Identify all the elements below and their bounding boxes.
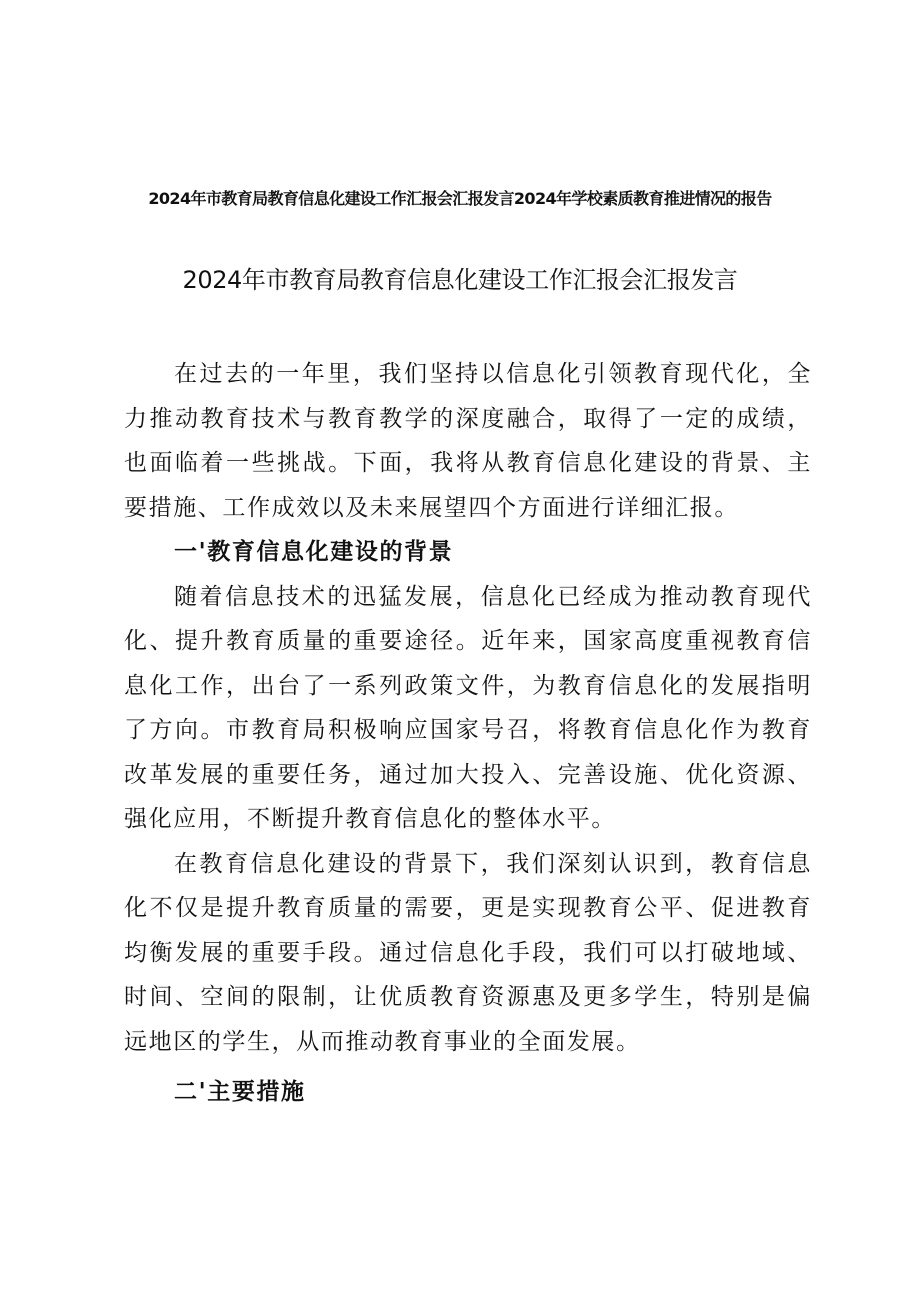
section-heading-measures: 二'主要措施 [174,1078,306,1105]
body-paragraph: 随着信息技术的迅猛发展，信息化已经成为推动教育现代化、提升教育质量的重要途径。近年来，国家高度重视教育信息化工作，出台了一系列政策文件，为教育信息化的发展指明了方向。市教育局积极响应国家号召，将教育信息化作为教育改革发展的重要任务，通过加大投入、完善设施、优化资源、强化应用，不断提升教育信息化的整体水平。 [124,583,812,832]
section-heading-background: 一'教育信息化建设的背景 [174,538,454,565]
running-header: 2024年市教育局教育信息化建设工作汇报会汇报发言2024年学校素质教育推进情况的报告 [148,189,772,208]
document-body [124,352,812,1115]
document-title: 2024年市教育局教育信息化建设工作汇报会汇报发言 [182,266,738,294]
body-paragraph: 在教育信息化建设的背景下，我们深刻认识到，教育信息化不仅是提升教育质量的需要，更是实现教育公平、促进教育均衡发展的重要手段。通过信息化手段，我们可以打破地域、时间、空间的限制，让优质教育资源惠及更多学生，特别是偏远地区的学生，从而推动教育事业的全面发展。 [124,850,812,1055]
intro-paragraph: 在过去的一年里，我们坚持以信息化引领教育现代化，全力推动教育技术与教育教学的深度融合，取得了一定的成绩，也面临着一些挑战。下面，我将从教育信息化建设的背景、主要措施、工作成效以及未来展望四个方面进行详细汇报。 [124,361,812,521]
